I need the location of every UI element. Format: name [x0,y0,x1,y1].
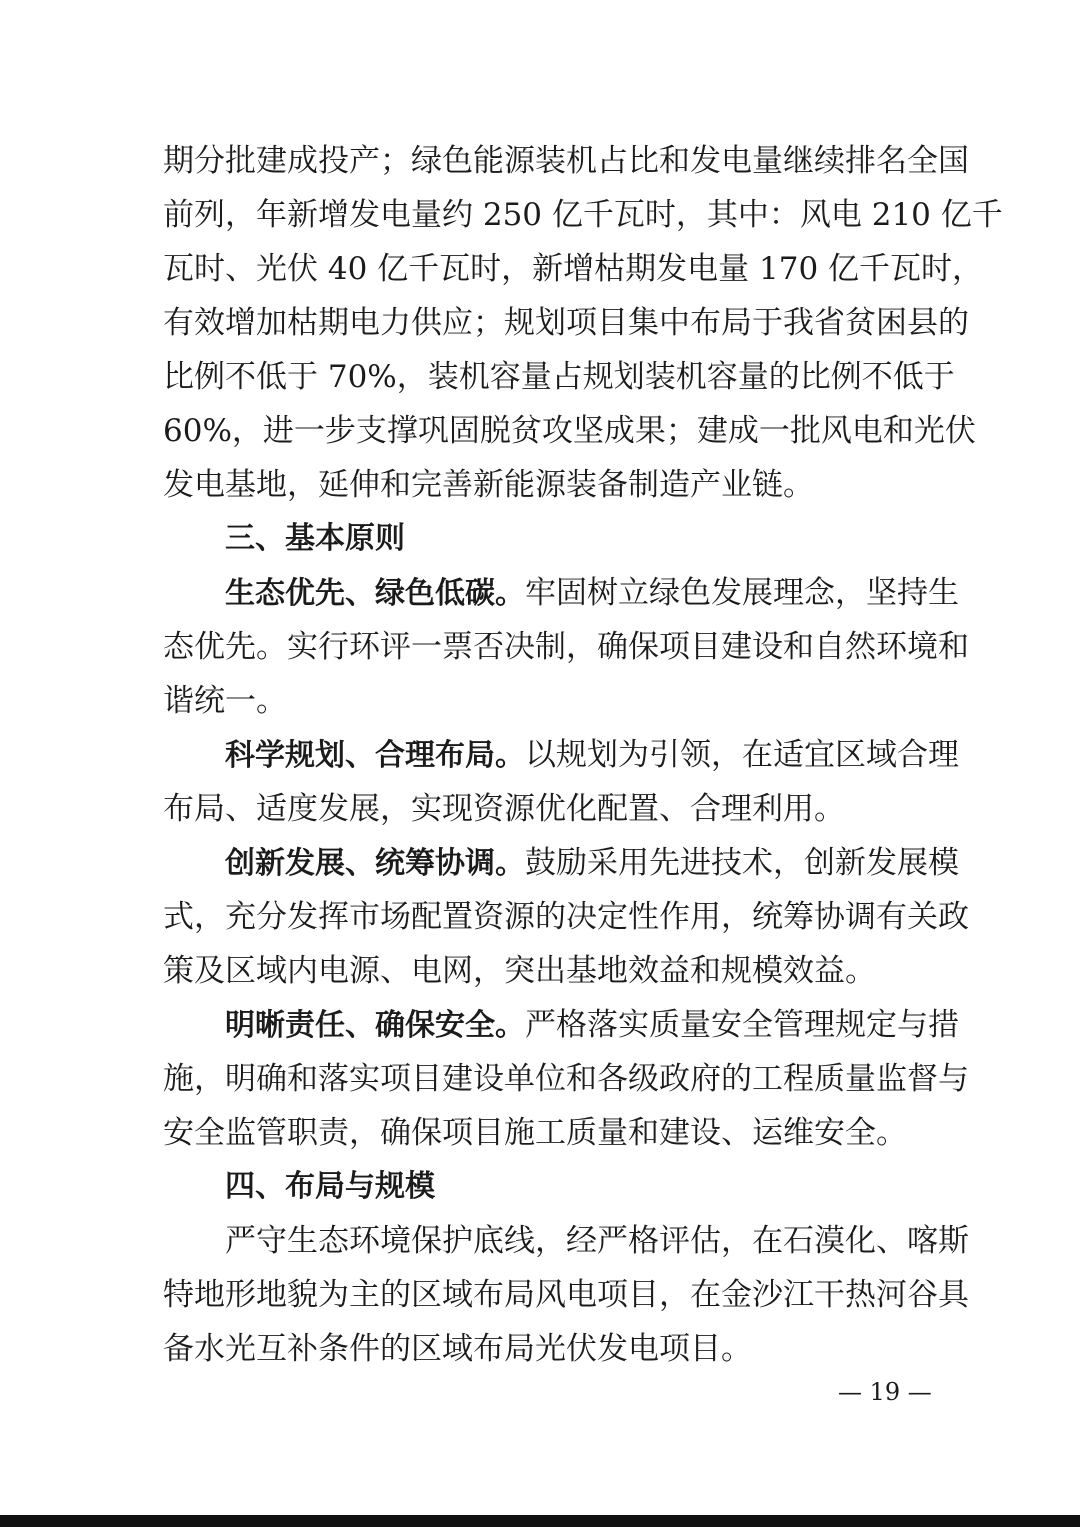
text-line: 前列，年新增发电量约 250 亿千瓦时，其中：风电 210 亿千 [163,197,1003,233]
text-line [163,998,959,1052]
principle-lead: 生态优先、绿色低碳。 [225,576,525,611]
principle-lead: 创新发展、统筹协调。 [225,846,525,881]
principle-text: 鼓励采用先进技术，创新发展模 [525,845,959,881]
section-heading-layout-scale: 四、布局与规模 [225,1169,435,1204]
principle-text: 以规划为引领，在适宜区域合理 [525,737,959,773]
section-heading-basic-principles: 三、基本原则 [225,521,405,556]
text-line: 60%，进一步支撑巩固脱贫攻坚成果；建成一批风电和光伏 [163,413,976,449]
text-line: 发电基地，延伸和完善新能源装备制造产业链。 [163,467,814,503]
principle-innovation [163,836,969,998]
text-line: 安全监管职责，确保项目施工质量和建设、运维安全。 [163,1115,907,1151]
text-line: 策及区域内电源、电网，突出基地效益和规模效益。 [163,953,876,989]
text-line: 态优先。实行环评一票否决制，确保项目建设和自然环境和 [163,629,969,665]
text-line: 期分批建成投产；绿色能源装机占比和发电量继续排名全国 [163,143,969,179]
principle-ecology [163,566,969,728]
text-line [163,836,959,890]
principle-planning [163,728,959,836]
text-line [163,728,959,782]
text-line [163,566,959,620]
principle-text: 严格落实质量安全管理规定与措 [525,1007,959,1043]
text-line: 谐统一。 [163,683,287,719]
document-body [163,134,1003,1376]
text-line: 特地形地貌为主的区域布局风电项目，在金沙江干热河谷具 [163,1277,969,1313]
page-number: — 19 — [838,1378,932,1406]
principle-lead: 科学规划、合理布局。 [225,738,525,773]
text-line: 式，充分发挥市场配置资源的决定性作用，统筹协调有关政 [163,899,969,935]
principle-lead: 明晰责任、确保安全。 [225,1008,525,1043]
text-line: 瓦时、光伏 40 亿千瓦时，新增枯期发电量 170 亿千瓦时， [163,251,984,287]
text-line: 比例不低于 70%，装机容量占规划装机容量的比例不低于 [163,359,955,395]
text-line: 施，明确和落实项目建设单位和各级政府的工程质量监督与 [163,1061,969,1097]
text-line: 严守生态环境保护底线，经严格评估，在石漠化、喀斯 [225,1223,969,1259]
text-line: 有效增加枯期电力供应；规划项目集中布局于我省贫困县的 [163,305,969,341]
paragraph-layout [163,1214,969,1376]
paragraph-targets [163,134,1003,512]
text-line: 备水光互补条件的区域布局光伏发电项目。 [163,1331,752,1367]
principle-text: 牢固树立绿色发展理念，坚持生 [525,575,959,611]
principle-safety [163,998,969,1160]
text-line: 布局、适度发展，实现资源优化配置、合理利用。 [163,791,845,827]
scan-bottom-edge [0,1515,1080,1527]
